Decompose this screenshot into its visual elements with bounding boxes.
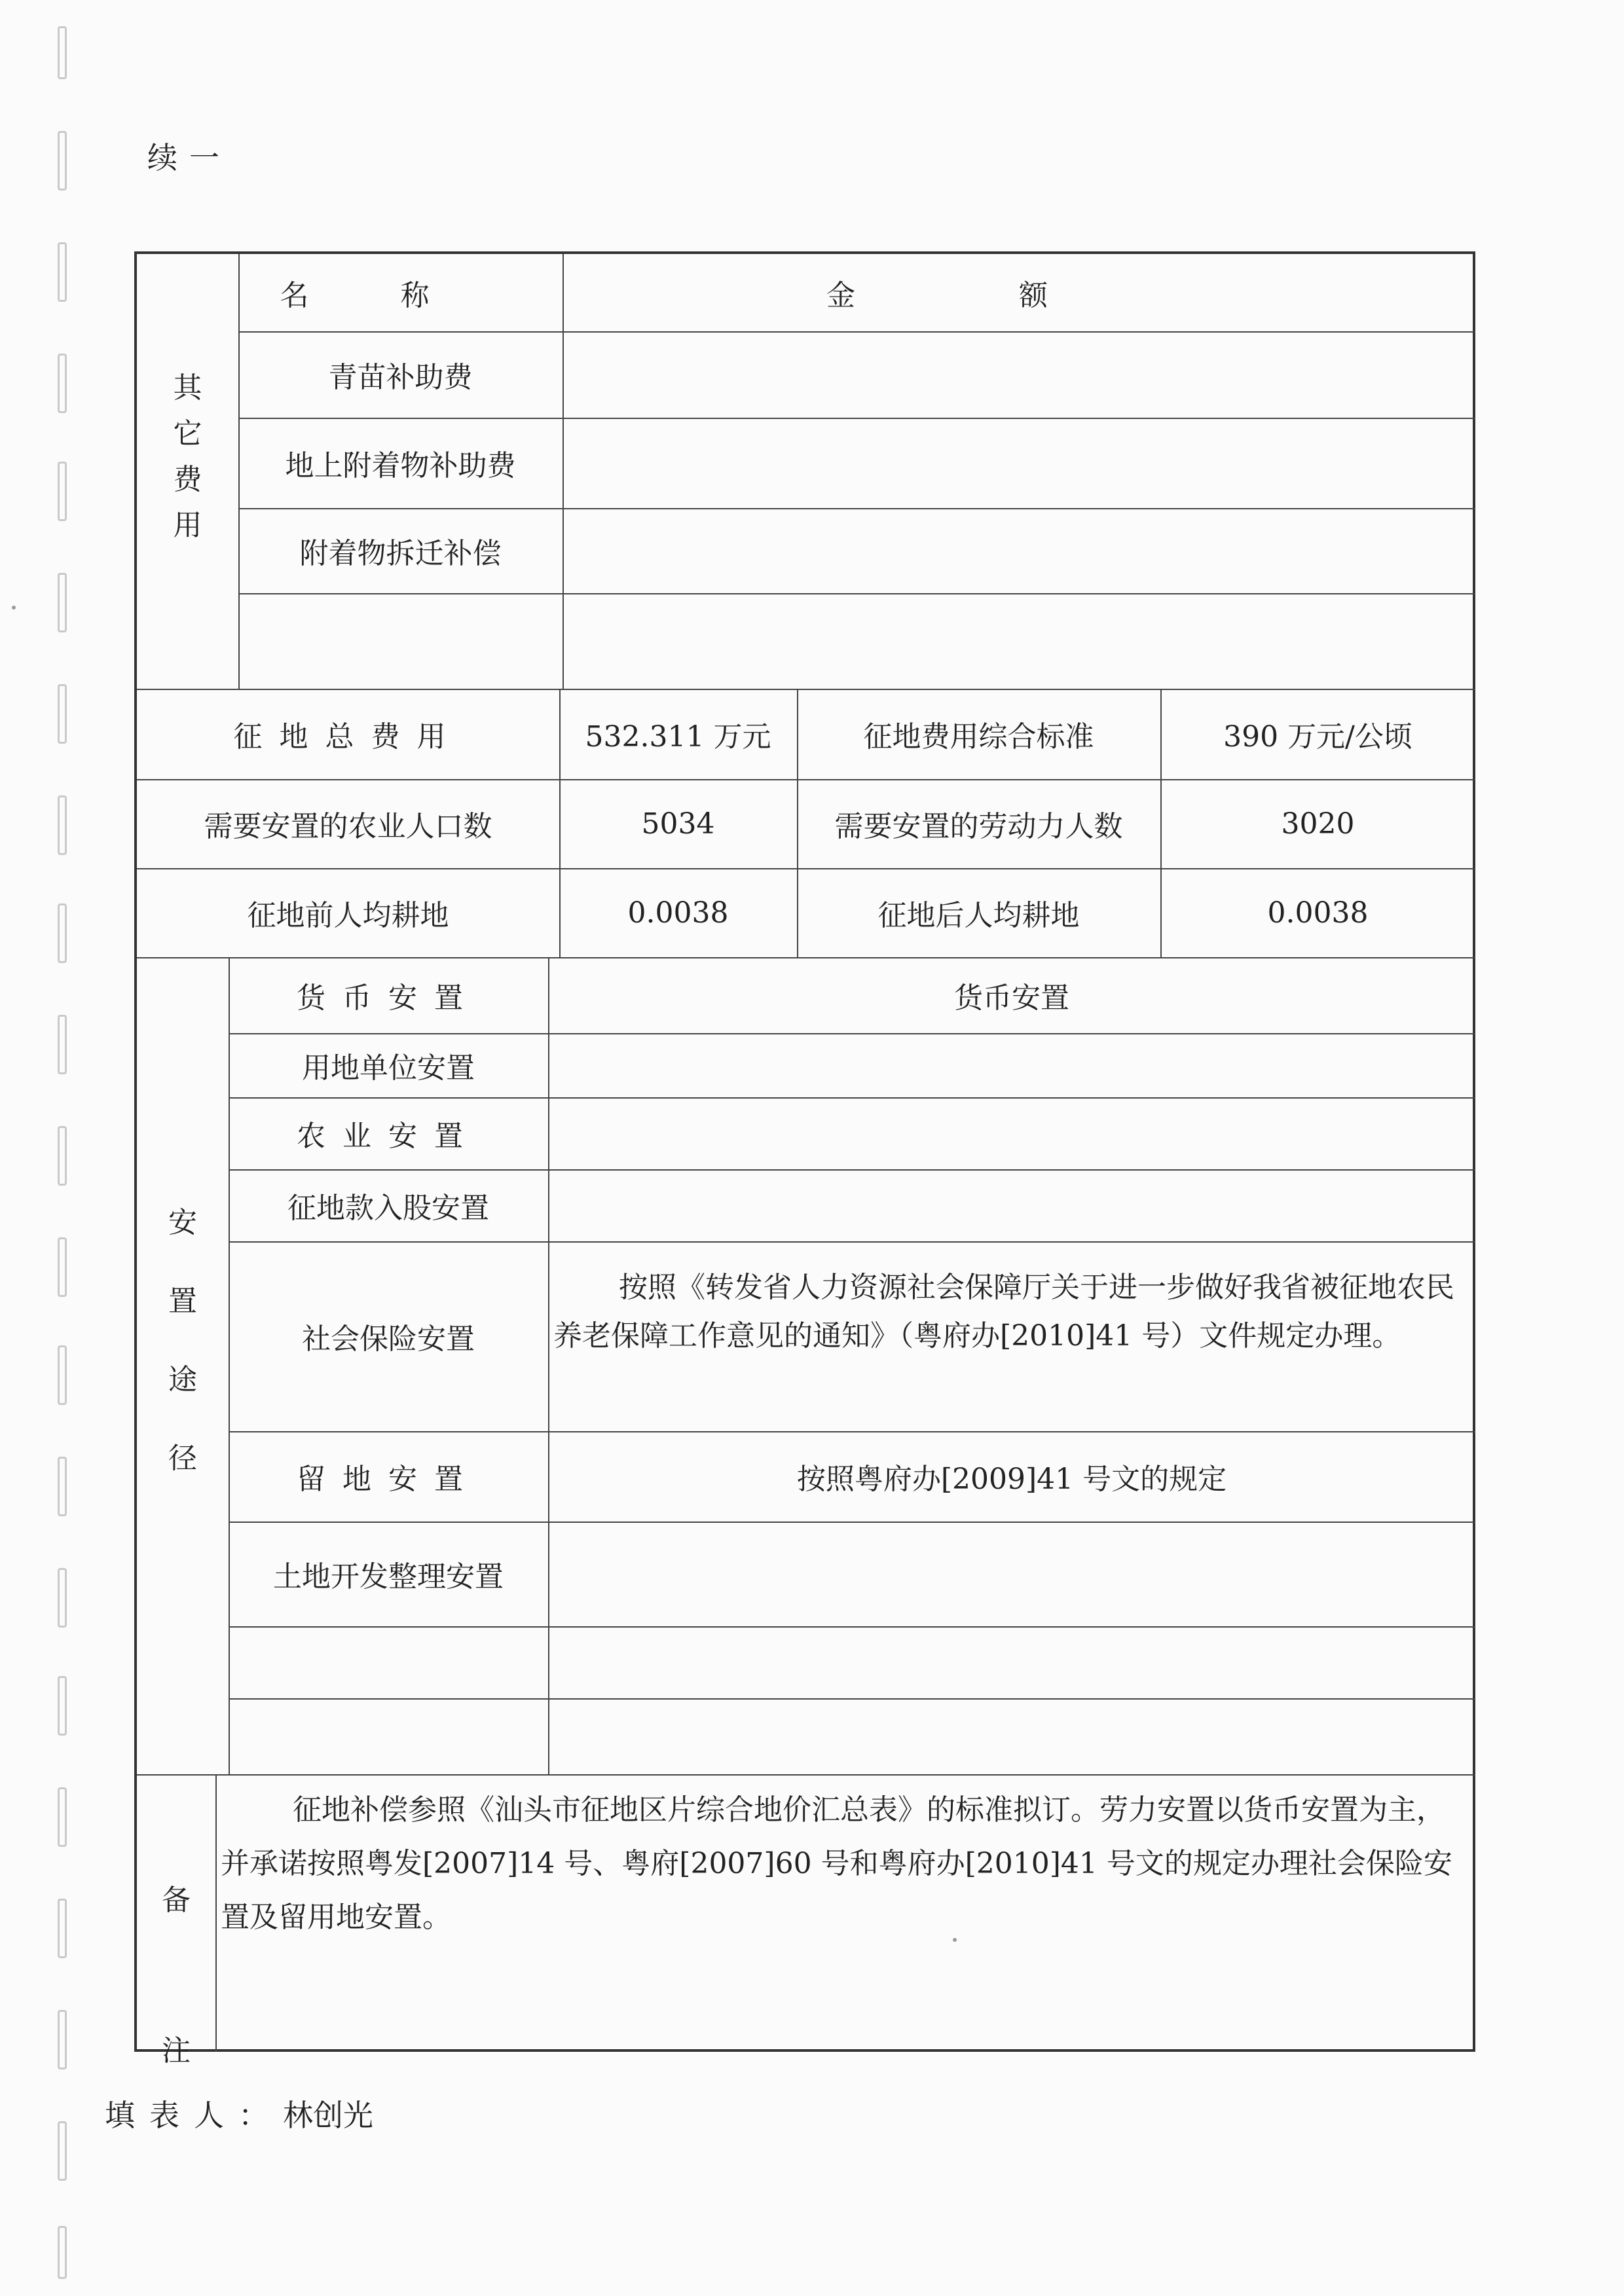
binding-hole [58, 1237, 67, 1297]
resettle-name-cash: 货币安置 [297, 981, 480, 1015]
fee-name-attachments: 地上附着物补助费 [285, 449, 516, 483]
form-filler-name: 林创光 [283, 2098, 373, 2133]
remarks-text: 征地补偿参照《汕头市征地区片综合地价汇总表》的标准拟订。劳力安置以货币安置为主，并承诺按照粤发[2007]14 号、粤府[2007]60 号和粤府办[2010]41 号文的规定办理社会保险安置及留用地安置。 [221, 1793, 1452, 1934]
resettle-value-agriculture [548, 1097, 1475, 1169]
binding-hole [58, 903, 67, 963]
standard-value: 390 万元/公顷 [1223, 720, 1412, 754]
other-fees-label [137, 365, 238, 549]
header-amount: 金额 [826, 279, 1211, 312]
binding-hole [58, 354, 67, 413]
binding-hole [58, 26, 67, 79]
resettle-value-cash: 货币安置 [954, 981, 1069, 1015]
resettle-value-land-development [548, 1522, 1475, 1626]
other-fees-label-text: 其它费用 [173, 371, 202, 542]
after-value: 0.0038 [1267, 896, 1369, 930]
row-line [137, 1774, 1475, 1776]
binding-hole [58, 2010, 67, 2069]
resettle-value-employer [548, 1033, 1475, 1097]
form-filler-label: 填表人： [105, 2098, 283, 2133]
resettle-name-shares: 征地款入股安置 [287, 1192, 489, 1225]
before-label: 征地前人均耕地 [247, 899, 449, 932]
header-name: 名称 [280, 279, 521, 312]
resettle-name-blank [229, 1698, 548, 1774]
remarks-label-text: 备注 [162, 1884, 191, 2068]
binding-hole [58, 1126, 67, 1186]
resettle-name-reserved-land: 留地安置 [297, 1463, 480, 1496]
agri-pop-label: 需要安置的农业人口数 [204, 810, 492, 843]
binding-hole [58, 1787, 67, 1847]
fee-amount-demolition [563, 508, 1475, 593]
resettle-value-shares [548, 1169, 1475, 1241]
agri-pop-value: 5034 [641, 807, 715, 841]
fee-name-seedling: 青苗补助费 [328, 361, 473, 394]
binding-hole [58, 1899, 67, 1958]
resettle-name-employer: 用地单位安置 [302, 1051, 475, 1085]
resettle-name-land-development: 土地开发整理安置 [273, 1560, 504, 1594]
binding-hole [58, 131, 67, 191]
binding-hole [58, 1568, 67, 1628]
resettle-value-reserved-land: 按照粤府办[2009]41 号文的规定 [796, 1463, 1227, 1496]
binding-hole [58, 573, 67, 632]
land-acquisition-table [134, 251, 1475, 2068]
remarks-label [137, 1825, 215, 2126]
fee-amount-blank [563, 593, 1475, 689]
labor-label: 需要安置的劳动力人数 [834, 810, 1123, 843]
resettle-value-blank [548, 1698, 1475, 1774]
resettle-value-blank [548, 1626, 1475, 1698]
fee-name-blank [238, 593, 563, 689]
binding-hole [58, 2121, 67, 2181]
fee-amount-seedling [563, 331, 1475, 418]
binding-hole [58, 242, 67, 302]
standard-label: 征地费用综合标准 [863, 720, 1094, 754]
binding-hole [58, 1015, 67, 1074]
binding-hole [58, 684, 67, 744]
fee-amount-attachments [563, 418, 1475, 508]
scan-speck [12, 606, 16, 610]
binding-hole [58, 1676, 67, 1736]
continuation-label: 续一 [147, 140, 231, 175]
binding-hole [58, 2226, 67, 2279]
resettle-name-blank [229, 1626, 548, 1698]
fee-name-demolition: 附着物拆迁补偿 [299, 537, 502, 570]
labor-value: 3020 [1281, 807, 1355, 841]
resettlement-label [137, 1184, 229, 1498]
resettle-name-social-insurance: 社会保险安置 [302, 1322, 475, 1356]
col-line [215, 1774, 217, 2052]
before-value: 0.0038 [627, 896, 729, 930]
after-label: 征地后人均耕地 [877, 899, 1080, 932]
total-cost-value: 532.311 万元 [585, 720, 771, 754]
form-filler [105, 2092, 373, 2135]
resettlement-label-text: 安置途径 [168, 1206, 197, 1475]
binding-hole [58, 462, 67, 521]
binding-hole [58, 1457, 67, 1516]
resettle-name-agriculture: 农业安置 [297, 1120, 480, 1153]
binding-hole [58, 1345, 67, 1405]
total-cost-label: 征地总费用 [233, 720, 463, 754]
binding-hole [58, 795, 67, 855]
resettle-value-social-insurance: 按照《转发省人力资源社会保障厅关于进一步做好我省被征地农民养老保障工作意见的通知》（粤府办[2010]41 号）文件规定办理。 [553, 1271, 1454, 1353]
